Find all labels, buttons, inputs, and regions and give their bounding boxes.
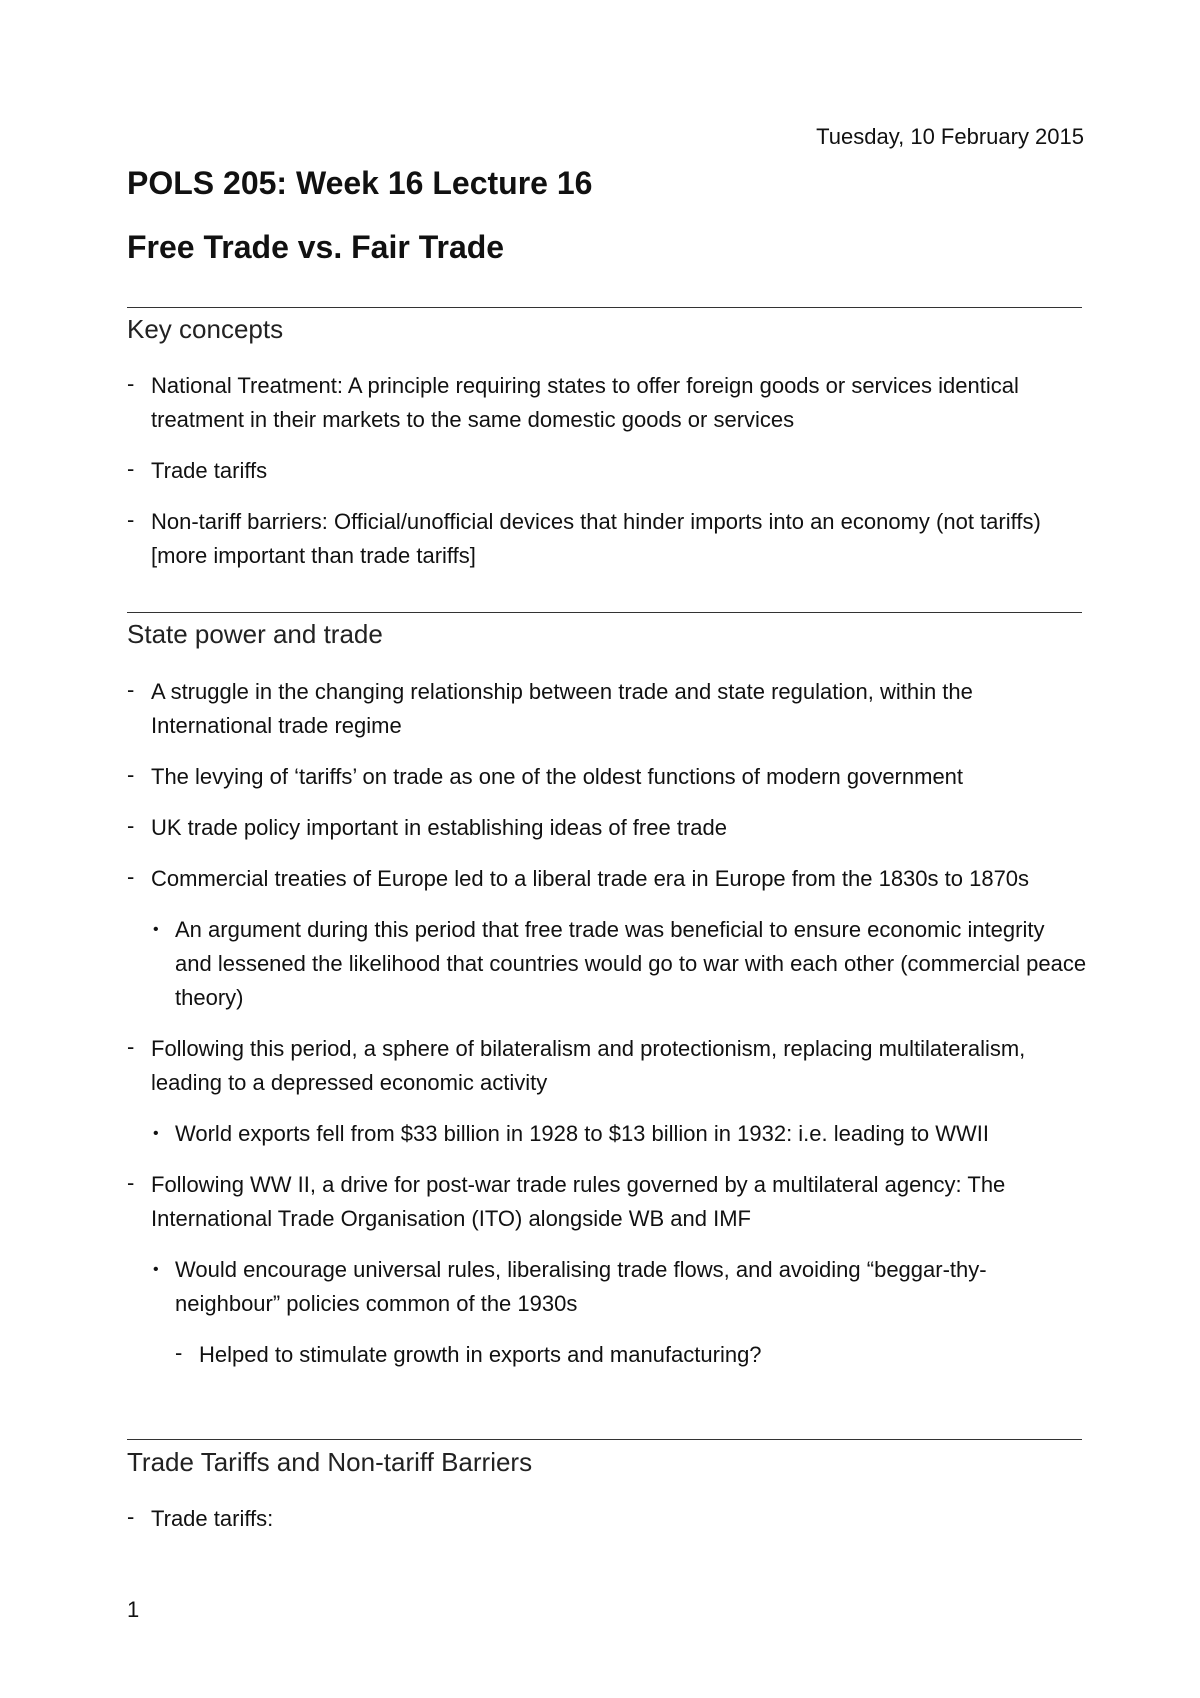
dash-marker: - xyxy=(127,762,135,787)
list-item-text: The levying of ‘tariffs’ on trade as one of the oldest functions of modern government xyxy=(151,764,964,789)
list-item-text: World exports fell from $33 billion in 1928 to $13 billion in 1932: i.e. leading to WWII xyxy=(175,1121,990,1146)
section-divider xyxy=(127,612,1082,613)
dash-marker: - xyxy=(127,1034,135,1059)
section-heading-state-power: State power and trade xyxy=(127,619,383,649)
sub-list-item xyxy=(127,913,1087,1015)
list-item-text: Commercial treaties of Europe led to a liberal trade era in Europe from the 1830s to 1870s xyxy=(151,866,1030,891)
list-item-text: Helped to stimulate growth in exports and manufacturing? xyxy=(199,1342,762,1367)
list-item xyxy=(127,454,1087,488)
document-title: POLS 205: Week 16 Lecture 16 xyxy=(127,165,593,201)
bullet-marker: • xyxy=(153,1261,159,1278)
list-item xyxy=(127,1168,1087,1236)
dash-marker: - xyxy=(127,1504,135,1529)
list-item xyxy=(127,505,1087,573)
sub-list-item xyxy=(127,1253,1087,1321)
list-item-text: Trade tariffs: xyxy=(151,1506,274,1531)
section-divider xyxy=(127,307,1082,308)
list-item-text: An argument during this period that free trade was beneficial to ensure economic integrity and lessened the likelihood that countries would go to war with each other (commercial peace theory) xyxy=(175,917,1087,1010)
dash-marker: - xyxy=(175,1340,183,1365)
list-item xyxy=(127,1032,1087,1100)
dash-marker: - xyxy=(127,371,135,396)
document-date: Tuesday, 10 February 2015 xyxy=(816,124,1084,149)
list-item xyxy=(127,369,1087,437)
list-item-text: National Treatment: A principle requiring states to offer foreign goods or services identical treatment in their markets to the same domestic goods or services xyxy=(151,373,1019,432)
list-item xyxy=(127,811,1087,845)
list-item-text: UK trade policy important in establishing ideas of free trade xyxy=(151,815,727,840)
tariffs-list xyxy=(127,1502,1087,1553)
list-item-text: Trade tariffs xyxy=(151,458,268,483)
list-item-text: Following WW II, a drive for post-war trade rules governed by a multilateral agency: The International Trade Organisation (ITO) alongside WB and IMF xyxy=(151,1172,1006,1231)
section-heading-key-concepts: Key concepts xyxy=(127,314,284,344)
list-item-text: Would encourage universal rules, liberalising trade flows, and avoiding “beggar-thy-neighbour” policies common of the 1930s xyxy=(175,1257,987,1316)
list-item-text: Non-tariff barriers: Official/unofficial devices that hinder imports into an economy (not tariffs) [more important than trade tariffs] xyxy=(151,509,1041,568)
dash-marker: - xyxy=(127,813,135,838)
dash-marker: - xyxy=(127,1170,135,1195)
section-heading-tariffs: Trade Tariffs and Non-tariff Barriers xyxy=(127,1447,533,1477)
list-item xyxy=(127,760,1087,794)
state-power-list xyxy=(127,675,1087,1389)
key-concepts-list xyxy=(127,369,1087,590)
bullet-marker: • xyxy=(153,1125,159,1142)
list-item xyxy=(127,862,1087,896)
list-item-text: Following this period, a sphere of bilateralism and protectionism, replacing multilateralism, leading to a depressed economic activity xyxy=(151,1036,1026,1095)
dash-marker: - xyxy=(127,677,135,702)
document-subtitle: Free Trade vs. Fair Trade xyxy=(127,229,505,265)
sub-sub-list-item xyxy=(127,1338,1087,1372)
list-item xyxy=(127,1502,1087,1536)
bullet-marker: • xyxy=(153,921,159,938)
list-item-text: A struggle in the changing relationship between trade and state regulation, within the International trade regime xyxy=(151,679,973,738)
dash-marker: - xyxy=(127,507,135,532)
dash-marker: - xyxy=(127,864,135,889)
dash-marker: - xyxy=(127,456,135,481)
page-number: 1 xyxy=(127,1597,140,1622)
section-divider xyxy=(127,1439,1082,1440)
list-item xyxy=(127,675,1087,743)
sub-list-item xyxy=(127,1117,1087,1151)
